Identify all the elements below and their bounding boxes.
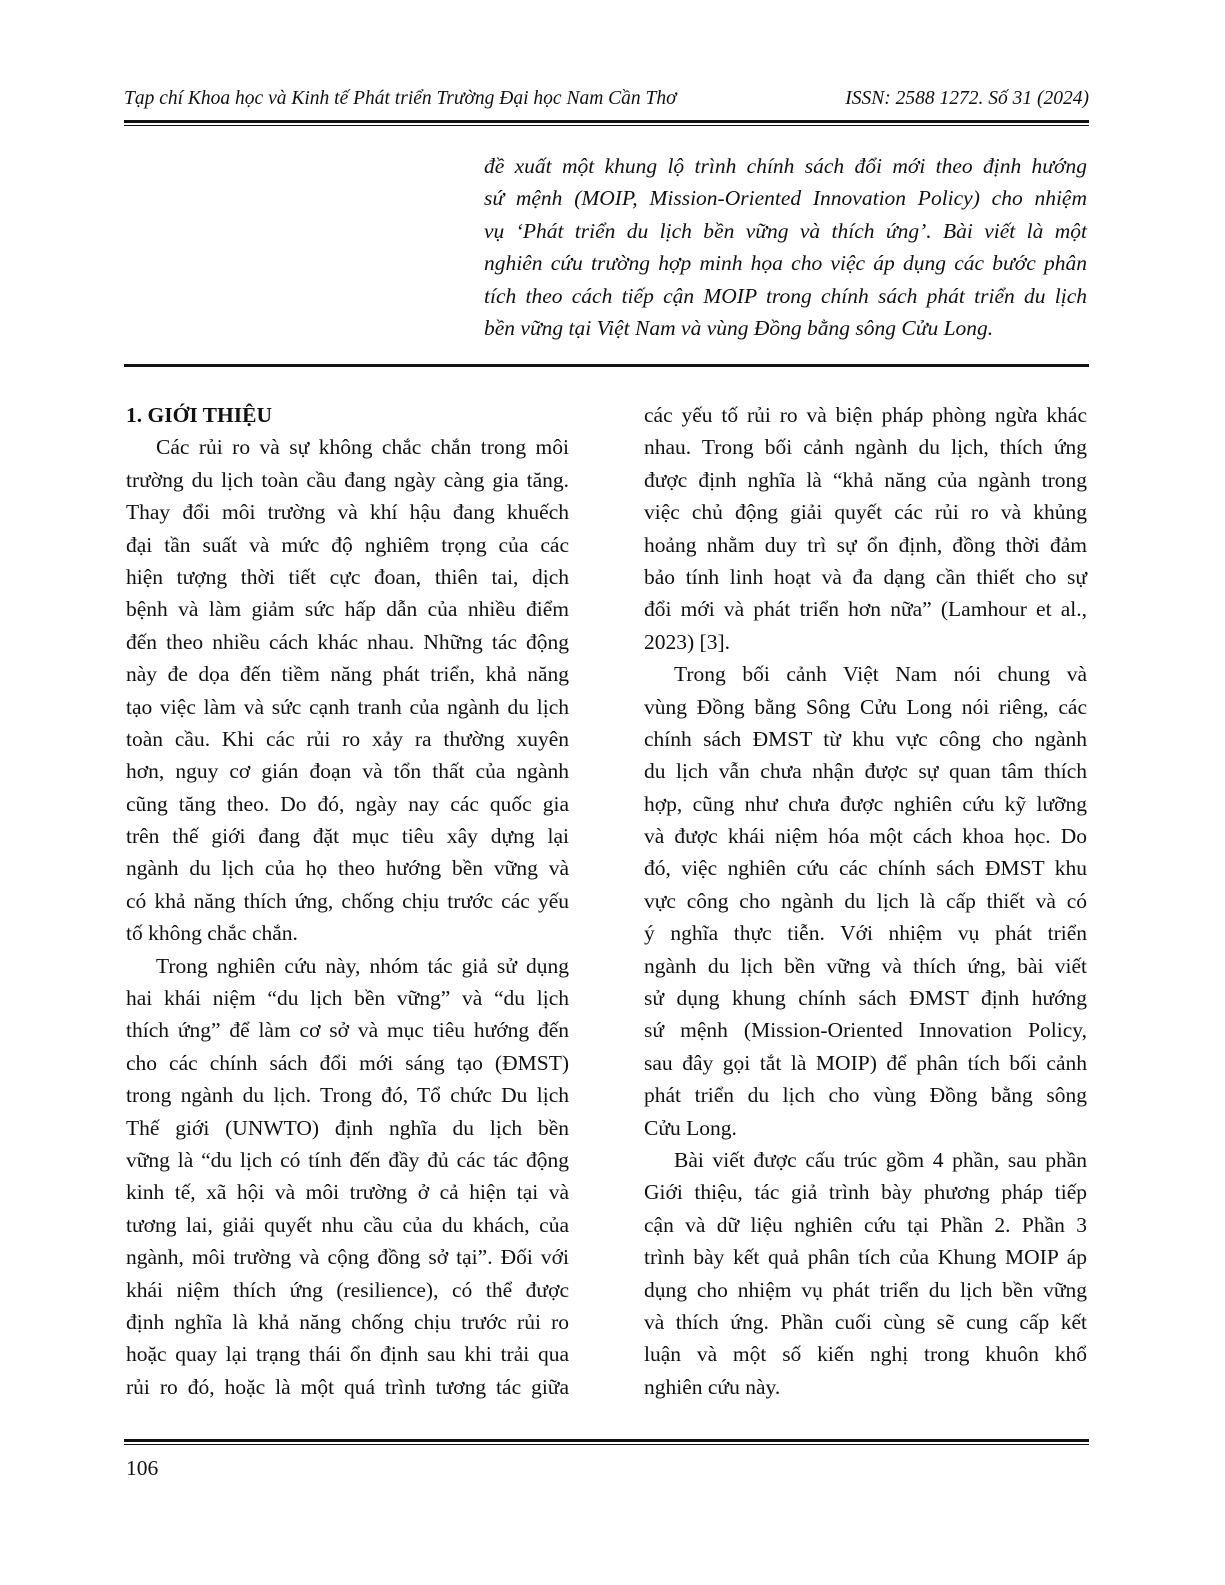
- text-line: được định nghĩa là “khả năng của ngành trong: [644, 467, 1087, 492]
- text-line: thích ứng” để làm cơ sở và mục tiêu hướng đến: [126, 1018, 569, 1043]
- text-line: tố không chắc chắn.: [126, 921, 298, 946]
- text-line: nghiên cứu này.: [644, 1374, 781, 1399]
- text-line: bảo tính linh hoạt và đa dạng cần thiết cho sự: [644, 564, 1087, 589]
- text-line: tạo việc làm và sức cạnh tranh của ngành du lịch: [126, 694, 569, 719]
- text-line: hoảng nhằm duy trì sự ổn định, đồng thời đảm: [644, 532, 1087, 557]
- text-line: và thích ứng. Phần cuối cùng sẽ cung cấp kết: [644, 1309, 1087, 1334]
- text-line: định nghĩa là khả năng chống chịu trước rủi ro: [126, 1309, 569, 1334]
- text-line: Giới thiệu, tác giả trình bày phương pháp tiếp: [644, 1180, 1087, 1205]
- text-line: vực công cho ngành du lịch là cấp thiết và có: [644, 888, 1087, 913]
- header-rule-thick: [124, 120, 1089, 123]
- text-line: 2023) [3].: [644, 629, 730, 654]
- abstract-line: tích theo cách tiếp cận MOIP trong chính sách phát triển du lịch: [484, 283, 1087, 308]
- abstract-tail: [484, 150, 1087, 344]
- text-line: Thay đổi môi trường và khí hậu đang khuếch: [126, 500, 569, 525]
- text-line: có khả năng thích ứng, chống chịu trước các yếu: [126, 888, 569, 913]
- text-line: cũng tăng theo. Do đó, ngày nay các quốc gia: [126, 791, 569, 816]
- text-line: sau đây gọi tắt là MOIP) để phân tích bối cảnh: [644, 1050, 1087, 1075]
- text-line: ngành du lịch bền vững và thích ứng, bài viết: [644, 953, 1087, 978]
- text-line: toàn cầu. Khi các rủi ro xảy ra thường xuyên: [126, 726, 569, 751]
- text-line: trong ngành du lịch. Trong đó, Tổ chức Du lịch: [126, 1083, 569, 1108]
- text-line: khái niệm thích ứng (resilience), có thể được: [126, 1277, 569, 1302]
- text-line: việc chủ động giải quyết các rủi ro và khủng: [644, 500, 1087, 525]
- text-line: hai khái niệm “du lịch bền vững” và “du lịch: [126, 986, 569, 1011]
- text-line: bệnh và làm giảm sức hấp dẫn của nhiều điểm: [126, 597, 569, 622]
- footer-rule-thick: [124, 1439, 1089, 1442]
- text-line: nhau. Trong bối cảnh ngành du lịch, thích ứng: [644, 435, 1087, 460]
- text-line: cận và dữ liệu nghiên cứu tại Phần 2. Phần 3: [644, 1212, 1087, 1237]
- text-line: đó, việc nghiên cứu các chính sách ĐMST khu: [644, 856, 1087, 881]
- abstract-line: bền vững tại Việt Nam và vùng Đồng bằng sông Cửu Long.: [484, 315, 994, 340]
- text-line: và được khái niệm hóa một cách khoa học. Do: [644, 824, 1087, 849]
- left-column: [126, 399, 569, 1403]
- header-rule-thin: [124, 125, 1089, 126]
- abstract-line: sứ mệnh (MOIP, Mission-Oriented Innovation Policy) cho nhiệm: [484, 186, 1087, 211]
- text-line: tương lai, giải quyết nhu cầu của du khách, của: [126, 1212, 569, 1237]
- text-line: đổi mới và phát triển hơn nữa” (Lamhour et al.,: [644, 597, 1087, 622]
- text-line: luận và một số kiến nghị trong khuôn khổ: [644, 1342, 1087, 1367]
- text-line: kinh tế, xã hội và môi trường ở cả hiện tại và: [126, 1180, 569, 1205]
- text-line: trường du lịch toàn cầu đang ngày càng gia tăng.: [126, 467, 569, 492]
- text-line: trên thế giới đang đặt mục tiêu xây dựng lại: [126, 824, 569, 849]
- text-line: Thế giới (UNWTO) định nghĩa du lịch bền: [126, 1115, 569, 1140]
- issn-issue: ISSN: 2588 1272. Số 31 (2024): [845, 88, 1089, 109]
- text-line: cho các chính sách đổi mới sáng tạo (ĐMST): [126, 1050, 569, 1075]
- page-number: 106: [126, 1456, 159, 1480]
- abstract-line: vụ ‘Phát triển du lịch bền vững và thích ứng’. Bài viết là một: [484, 218, 1087, 243]
- text-line: ý nghĩa thực tiễn. Với nhiệm vụ phát triển: [644, 921, 1087, 946]
- text-line: Bài viết được cấu trúc gồm 4 phần, sau phần: [674, 1147, 1087, 1172]
- right-column: [644, 399, 1087, 1403]
- text-line: Trong nghiên cứu này, nhóm tác giả sử dụng: [156, 953, 569, 978]
- abstract-line: đề xuất một khung lộ trình chính sách đổi mới theo định hướng: [484, 154, 1087, 178]
- text-line: hơn, nguy cơ gián đoạn và tổn thất của ngành: [126, 759, 569, 784]
- text-line: đại tần suất và mức độ nghiêm trọng của các: [126, 532, 569, 557]
- text-line: Cửu Long.: [644, 1115, 737, 1140]
- text-line: Trong bối cảnh Việt Nam nói chung và: [674, 662, 1087, 687]
- text-line: các yếu tố rủi ro và biện pháp phòng ngừa khác: [644, 403, 1087, 427]
- journal-title: Tạp chí Khoa học và Kinh tế Phát triển Trường Đại học Nam Cần Thơ: [124, 88, 677, 109]
- text-line: phát triển du lịch cho vùng Đồng bằng sông: [644, 1083, 1087, 1108]
- text-line: chính sách ĐMST từ khu vực công cho ngành: [644, 726, 1087, 751]
- text-line: sử dụng khung chính sách ĐMST định hướng: [644, 986, 1087, 1011]
- text-line: dụng cho nhiệm vụ phát triển du lịch bền vững: [644, 1277, 1087, 1302]
- text-line: vững là “du lịch có tính đến đầy đủ các tác động: [126, 1147, 569, 1172]
- text-line: hoặc quay lại trạng thái ổn định sau khi trải qua: [126, 1342, 569, 1367]
- footer-rule-thin: [124, 1444, 1089, 1445]
- text-line: sứ mệnh (Mission-Oriented Innovation Policy,: [644, 1018, 1087, 1043]
- text-line: trình bày kết quả phân tích của Khung MOIP áp: [644, 1245, 1087, 1270]
- abstract-line: nghiên cứu trường hợp minh họa cho việc áp dụng các bước phân: [484, 251, 1087, 276]
- section-heading: 1. GIỚI THIỆU: [126, 403, 272, 427]
- text-line: rủi ro đó, hoặc là một quá trình tương tác giữa: [126, 1374, 569, 1399]
- text-line: này đe dọa đến tiềm năng phát triển, khả năng: [126, 662, 569, 687]
- text-line: hiện tượng thời tiết cực đoan, thiên tai, dịch: [126, 564, 569, 589]
- text-line: đến theo nhiều cách khác nhau. Những tác động: [126, 629, 569, 654]
- abstract-divider: [124, 364, 1089, 367]
- text-line: hợp, cũng như chưa được nghiên cứu kỹ lưỡng: [644, 791, 1087, 816]
- text-line: ngành du lịch của họ theo hướng bền vững và: [126, 856, 569, 881]
- running-header: [124, 88, 1089, 118]
- text-line: ngành, môi trường và cộng đồng sở tại”. Đối với: [126, 1245, 569, 1270]
- text-line: Các rủi ro và sự không chắc chắn trong môi: [156, 435, 569, 460]
- text-line: vùng Đồng bằng Sông Cửu Long nói riêng, các: [644, 694, 1087, 719]
- text-line: du lịch vẫn chưa nhận được sự quan tâm thích: [644, 759, 1087, 784]
